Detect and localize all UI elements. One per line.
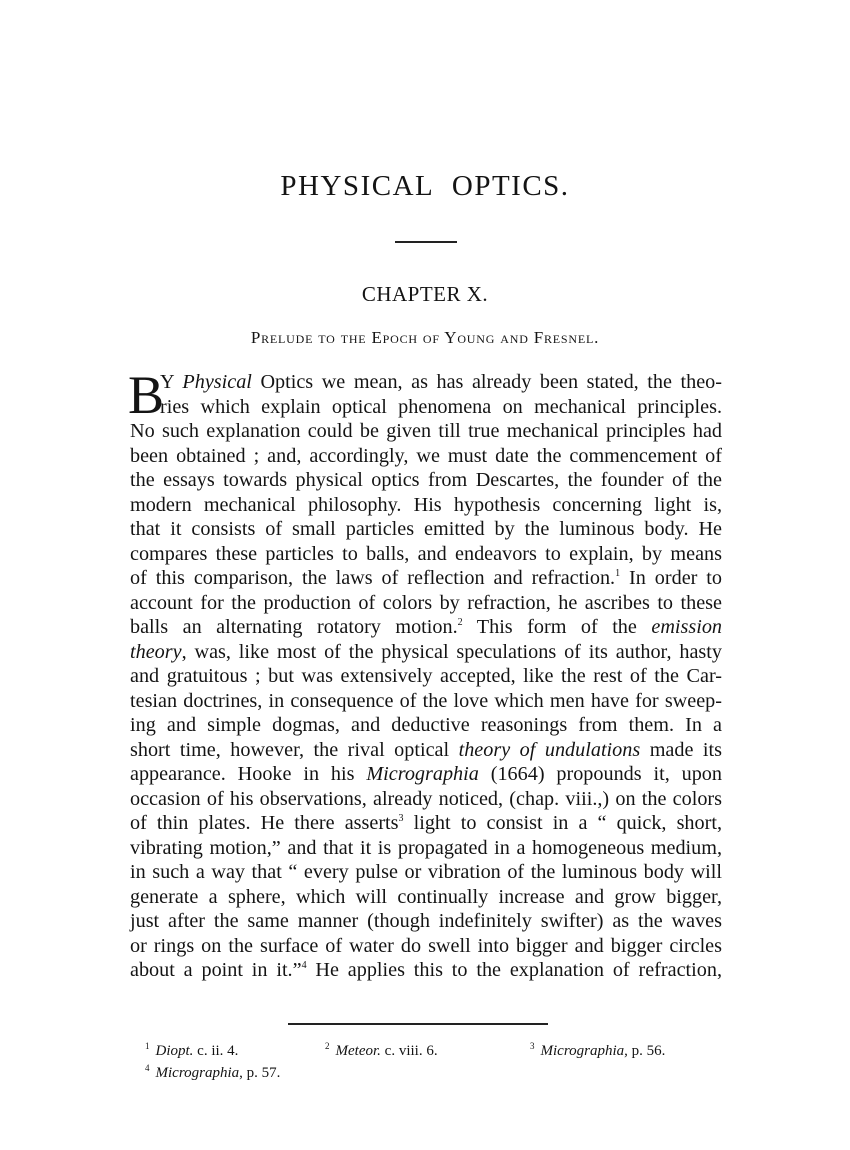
footnote-number: 3 [530,1041,535,1051]
drop-cap: B [128,365,165,425]
text-run: No such explanation could be given till true mechanical principles had [130,420,722,442]
text-run: ries which explain optical phenomena on mechanical principles. [160,395,722,418]
text-line [130,787,722,812]
footnotes [145,1040,725,1084]
footnote-3 [530,1040,665,1062]
text-line [130,419,722,444]
footnote-source: Diopt. [155,1043,194,1059]
text-line [130,885,722,910]
text-run: tesian doctrines, in consequence of the love which men have for sweep- [130,689,722,712]
text-line [130,958,722,983]
italic-text: theory [130,640,182,663]
text-line [130,566,722,591]
text-run: Y [160,371,183,393]
text-run: ing and simple dogmas, and deductive reasonings from them. In a [130,714,722,736]
text-run: This form of the [462,616,652,638]
footnote-4 [145,1062,280,1084]
text-run: vibrating motion,” and that it is propagated in a homogeneous medium, [130,836,722,859]
text-run: compares these particles to balls, and endeavors to explain, by means [130,542,722,565]
text-run: in such a way that “ every pulse or vibration of the luminous body will [130,861,722,883]
text-line [130,689,722,714]
text-run: balls an alternating rotatory motion. [130,616,458,638]
text-run: account for the production of colors by refraction, he ascribes to these [130,591,722,614]
text-run: , was, like most of the physical speculations of its author, hasty [181,640,722,663]
footnote-locator: c. ii. 4. [193,1043,239,1059]
footnote-row [145,1062,725,1084]
footnote-number: 2 [325,1041,330,1051]
text-run: appearance. Hooke in his [130,763,367,785]
footnote-ref: 2 [457,617,463,628]
text-run: He applies this to the explanation of refraction, [306,959,722,981]
title-rule [395,241,457,243]
footnote-rule [288,1023,548,1025]
text-run: light to consist in a “ quick, short, [403,812,722,834]
text-line [130,640,722,665]
text-line [130,615,722,640]
text-run: that it consists of small particles emitted by the luminous body. He [130,518,722,540]
text-line [130,444,722,469]
chapter-subtitle: Prelude to the Epoch of Young and Fresnel. [250,328,600,347]
footnote-locator: , p. 56. [624,1043,666,1059]
page-title: PHYSICAL OPTICS. [280,170,570,202]
text-run: of thin plates. He there asserts [130,812,399,834]
text-run: Optics we mean, as has already been stated, the theo- [251,371,722,393]
footnote-2 [325,1040,438,1062]
text-line [130,909,722,934]
text-run: occasion of his observations, already noticed, (chap. viii.,) on the colors [130,787,722,810]
footnote-row [145,1040,725,1062]
text-line [130,811,722,836]
text-run: just after the same manner (though indefinitely swifter) as the waves [130,910,722,932]
footnote-source: Meteor. [335,1043,381,1059]
footnote-1 [145,1040,238,1062]
text-run: short time, however, the rival optical [130,738,459,761]
footnote-source: Micrographia [155,1065,240,1081]
footnote-ref: 3 [398,813,404,824]
text-line [130,517,722,542]
text-line [130,738,722,763]
text-line [130,395,722,420]
text-line [130,713,722,738]
text-line [130,860,722,885]
chapter-heading: CHAPTER X. [361,282,489,306]
footnote-number: 4 [145,1063,150,1073]
italic-text: emission [651,616,723,638]
text-line [130,493,722,518]
text-run: of this comparison, the laws of reflection and refraction. [130,567,616,589]
text-run: generate a sphere, which will continually increase and grow bigger, [130,885,722,908]
text-run: In order to [620,567,722,589]
footnote-locator: c. viii. 6. [380,1043,438,1059]
text-line [130,591,722,616]
text-line [130,762,722,787]
italic-text: Micrographia [366,763,479,785]
text-run: about a point in it.” [130,959,302,981]
footnote-ref: 1 [615,568,621,579]
text-run: modern mechanical philosophy. His hypothesis concerning light is, [130,493,722,516]
text-line [130,836,722,861]
footnote-locator: , p. 57. [239,1065,281,1081]
footnote-source: Micrographia [540,1043,625,1059]
text-line [130,664,722,689]
italic-text: theory of undulations [458,738,641,761]
text-run: (1664) propounds it, upon [478,763,722,785]
text-run: the essays towards physical optics from Descartes, the founder of the [130,469,722,491]
text-line [130,542,722,567]
text-line [130,370,722,395]
text-run: made its [640,738,722,761]
body-text [128,365,723,983]
text-line [130,468,722,493]
footnote-ref: 4 [301,960,307,971]
text-line [130,934,722,959]
text-run: or rings on the surface of water do swell into bigger and bigger circles [130,934,722,957]
italic-text: Physical [182,371,252,393]
footnote-number: 1 [145,1041,150,1051]
text-run: and gratuitous ; but was extensively accepted, like the rest of the Car- [130,665,722,687]
text-run: been obtained ; and, accordingly, we must date the commencement of [130,444,722,467]
